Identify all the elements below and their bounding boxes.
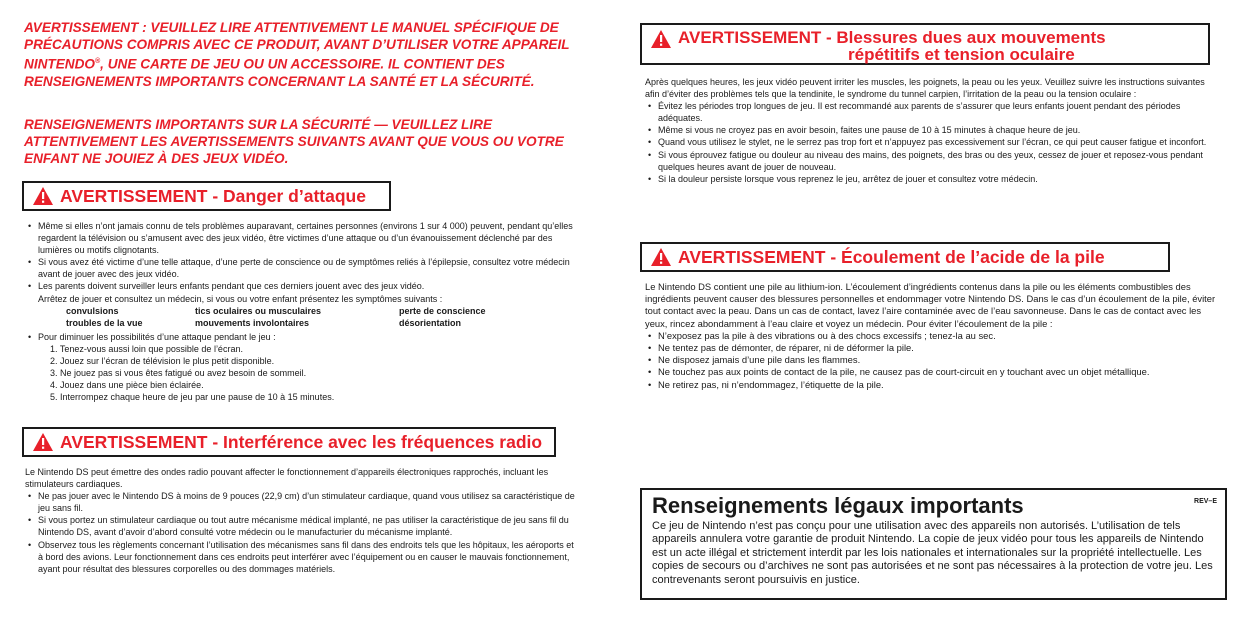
- right-page: [630, 0, 1225, 621]
- radio-warning-body: [25, 466, 575, 575]
- list-item: • Ne disposez jamais d’une pile dans les flammes.: [645, 354, 1217, 366]
- list-item: • Ne tentez pas de démonter, de réparer, ni de déformer la pile.: [645, 342, 1217, 354]
- radio-intro: Le Nintendo DS peut émettre des ondes radio pouvant affecter le fonctionnement d’appareils électroniques rapprochés, incluant les stimulateurs cardiaques.: [25, 467, 549, 490]
- symptom: mouvements involontaires: [195, 317, 310, 328]
- radio-warning-title: AVERTISSEMENT - Interférence avec les fréquences radio: [60, 431, 543, 452]
- title-line: répétitifs et tension oculaire: [848, 45, 1075, 64]
- list-item: • Si vous avez été victime d’une telle attaque, d’une perte de conscience ou de symptômes reliés à l’épilepsie, consultez votre médecin avant de jouer avec des jeux vidéo.: [25, 256, 573, 280]
- step-list: [38, 343, 573, 403]
- seizure-warning-title: AVERTISSEMENT - Danger d’attaque: [60, 185, 366, 206]
- warning-triangle-icon: [650, 247, 672, 267]
- manual-warning-text: AVERTISSEMENT : VEUILLEZ LIRE ATTENTIVEMENT LE MANUEL SPÉCIFIQUE DE PRÉCAUTIONS COMPRIS AVEC CE PRODUIT, AVANT D’UTILISER VOTRE APPAREIL NINTENDO®, UNE CARTE DE JEU OU UN ACCESSOIRE. IL CONTIENT DES RENSEIGNEMENTS IMPORTANTS CONCERNANT LA SANTÉ ET LA SÉCURITÉ.: [24, 20, 570, 89]
- symptom: convulsions: [66, 305, 119, 316]
- bullet-subtext: Arrêtez de jouer et consultez un médecin, si vous ou votre enfant présentez les symptômes suivants :: [38, 293, 443, 304]
- list-item: [25, 331, 573, 404]
- repetitive-warning-body: [645, 76, 1215, 185]
- step-item: 4. Jouez dans une pièce bien éclairée.: [50, 380, 204, 391]
- legal-info-box: [640, 488, 1227, 600]
- list-item: • Quand vous utilisez le stylet, ne le serrez pas trop fort et n’appuyez pas excessivement sur l’écran, ce qui peut causer fatigue et inconfort.: [645, 136, 1215, 148]
- symptom: perte de conscience: [399, 305, 486, 316]
- list-item: [25, 280, 573, 304]
- symptom: tics oculaires ou musculaires: [195, 305, 322, 316]
- seizure-warning-header: [22, 181, 391, 211]
- list-item: • Observez tous les règlements concernant l’utilisation des mécanismes sans fil dans des endroits tels que les hôpitaux, les aéroports et à bord des avions. Leur fonctionnement dans ces endroits peut interférer avec l’équipement ou en causer le mauvais fonctionnement, ayant pour résultat des blessures corporelles ou des dommages matériels.: [25, 539, 575, 575]
- list-item: • Ne retirez pas, ni n’endommagez, l’étiquette de la pile.: [645, 379, 1217, 391]
- warning-triangle-icon: [32, 186, 54, 206]
- repetitive-warning-title: [678, 25, 1106, 63]
- battery-warning-header: [640, 242, 1170, 272]
- seizure-warning-body: [25, 220, 573, 403]
- battery-warning-body: [645, 281, 1217, 391]
- list-item: • Même si elles n’ont jamais connu de tels problèmes auparavant, certaines personnes (environs 1 sur 4 000) peuvent, pendant qu’elles regardent la télévision ou s’amusent avec des jeux vidéo, être victimes d’une attaque ou d’un évanouissement déclenché par des lumières ou motifs clignotants.: [25, 220, 573, 256]
- legal-title: Renseignements légaux importants: [652, 493, 1024, 518]
- list-item: • Ne pas jouer avec le Nintendo DS à moins de 9 pouces (22,9 cm) d’un stimulateur cardiaque, quand vous utilisez sa caractéristique de jeu sans fil.: [25, 490, 575, 514]
- list-item: • Si vous portez un stimulateur cardiaque ou tout autre mécanisme médical implanté, ne pas utiliser la caractéristique de jeu sans fil du Nintendo DS, avant d’avoir d’abord consulté votre médecin ou le manufacturier du mécanisme implanté.: [25, 514, 575, 538]
- list-item: • Évitez les périodes trop longues de jeu. Il est recommandé aux parents de s’assurer que leurs enfants jouent pendant des périodes adéquates.: [645, 100, 1215, 124]
- warning-triangle-icon: [32, 432, 54, 452]
- battery-warning-title: AVERTISSEMENT - Écoulement de l’acide de la pile: [678, 246, 1105, 267]
- symptom: troubles de la vue: [66, 317, 143, 328]
- repetitive-intro: Après quelques heures, les jeux vidéo peuvent irriter les muscles, les poignets, la peau ou les yeux. Veuillez suivre les instructions suivantes afin d’éviter des problèmes tels que la tendinite, le syndrome du tunnel carpien, l’irritation de la peau ou la tension oculaire :: [645, 77, 1205, 100]
- list-item: • Ne touchez pas aux points de contact de la pile, ne causez pas de court-circuit en y touchant avec un objet métallique.: [645, 366, 1217, 378]
- title-line: AVERTISSEMENT - Blessures dues aux mouvements: [678, 28, 1106, 47]
- revision-code: REV–E: [1194, 498, 1217, 505]
- list-item: • N’exposez pas la pile à des vibrations ou à des chocs excessifs ; tenez-la au sec.: [645, 330, 1217, 342]
- step-item: 2. Jouez sur l’écran de télévision le plus petit disponible.: [50, 355, 275, 366]
- repetitive-warning-header: [640, 23, 1210, 65]
- left-page: [0, 0, 612, 621]
- list-item: • Même si vous ne croyez pas en avoir besoin, faites une pause de 10 à 15 minutes à chaque heure de jeu.: [645, 124, 1215, 136]
- bullet-text: • Pour diminuer les possibilités d’une attaque pendant le jeu :: [38, 331, 276, 342]
- safety-info-text: RENSEIGNEMENTS IMPORTANTS SUR LA SÉCURITÉ — VEUILLEZ LIRE ATTENTIVEMENT LES AVERTISSEMENTS SUIVANTS AVANT QUE VOUS OU VOTRE ENFANT NE JOUIEZ À DES JEUX VIDÉO.: [24, 117, 564, 166]
- step-item: 3. Ne jouez pas si vous êtes fatigué ou avez besoin de sommeil.: [50, 367, 307, 378]
- radio-warning-header: [22, 427, 556, 457]
- list-item: • Si vous éprouvez fatigue ou douleur au niveau des mains, des poignets, des bras ou des yeux, cessez de jouer et reposez-vous pendant quelques heures avant de jouer de nouveau.: [645, 149, 1215, 173]
- step-item: 5. Interrompez chaque heure de jeu par une pause de 10 à 15 minutes.: [50, 392, 335, 403]
- battery-intro: Le Nintendo DS contient une pile au lithium-ion. L’écoulement d’ingrédients contenus dans la pile ou les éléments combustibles des ingrédients peuvent causer des blessures personnelles et endommager votre Nintendo DS. Dans le cas d’un écoulement de la pile, éviter tout contact avec la peau. Dans un cas de contact, lavez l’aire contaminée avec de l’eau savonneuse. Dans le cas de contact avec les yeux, rincez abondamment à l’eau claire et voyez un médecin. Pour éviter l’écoulement de la pile :: [645, 281, 1216, 329]
- symptom: désorientation: [399, 317, 462, 328]
- warning-triangle-icon: [650, 29, 672, 49]
- step-item: 1. Tenez-vous aussi loin que possible de l’écran.: [50, 343, 243, 354]
- symptom-list: [25, 305, 573, 329]
- bullet-text: • Les parents doivent surveiller leurs enfants pendant que ces derniers jouent avec des jeux vidéo.: [38, 281, 425, 292]
- legal-body: Ce jeu de Nintendo n’est pas conçu pour une utilisation avec des appareils non autorisés. L’utilisation de tels appareils annulera votre garantie de produit Nintendo. La copie de jeux vidéo pour tous les appareils de Nintendo est un acte illégal et strictement interdit par les lois nationales et internationales sur la propriété intellectuelle. Les copies de secours ou d’archives ne sont pas autorisées et ne sont pas nécessaires à la protection de votre jeu. Les contrevenants seront poursuivis en justice.: [652, 520, 1213, 586]
- list-item: • Si la douleur persiste lorsque vous reprenez le jeu, arrêtez de jouer et consultez votre médecin.: [645, 173, 1215, 185]
